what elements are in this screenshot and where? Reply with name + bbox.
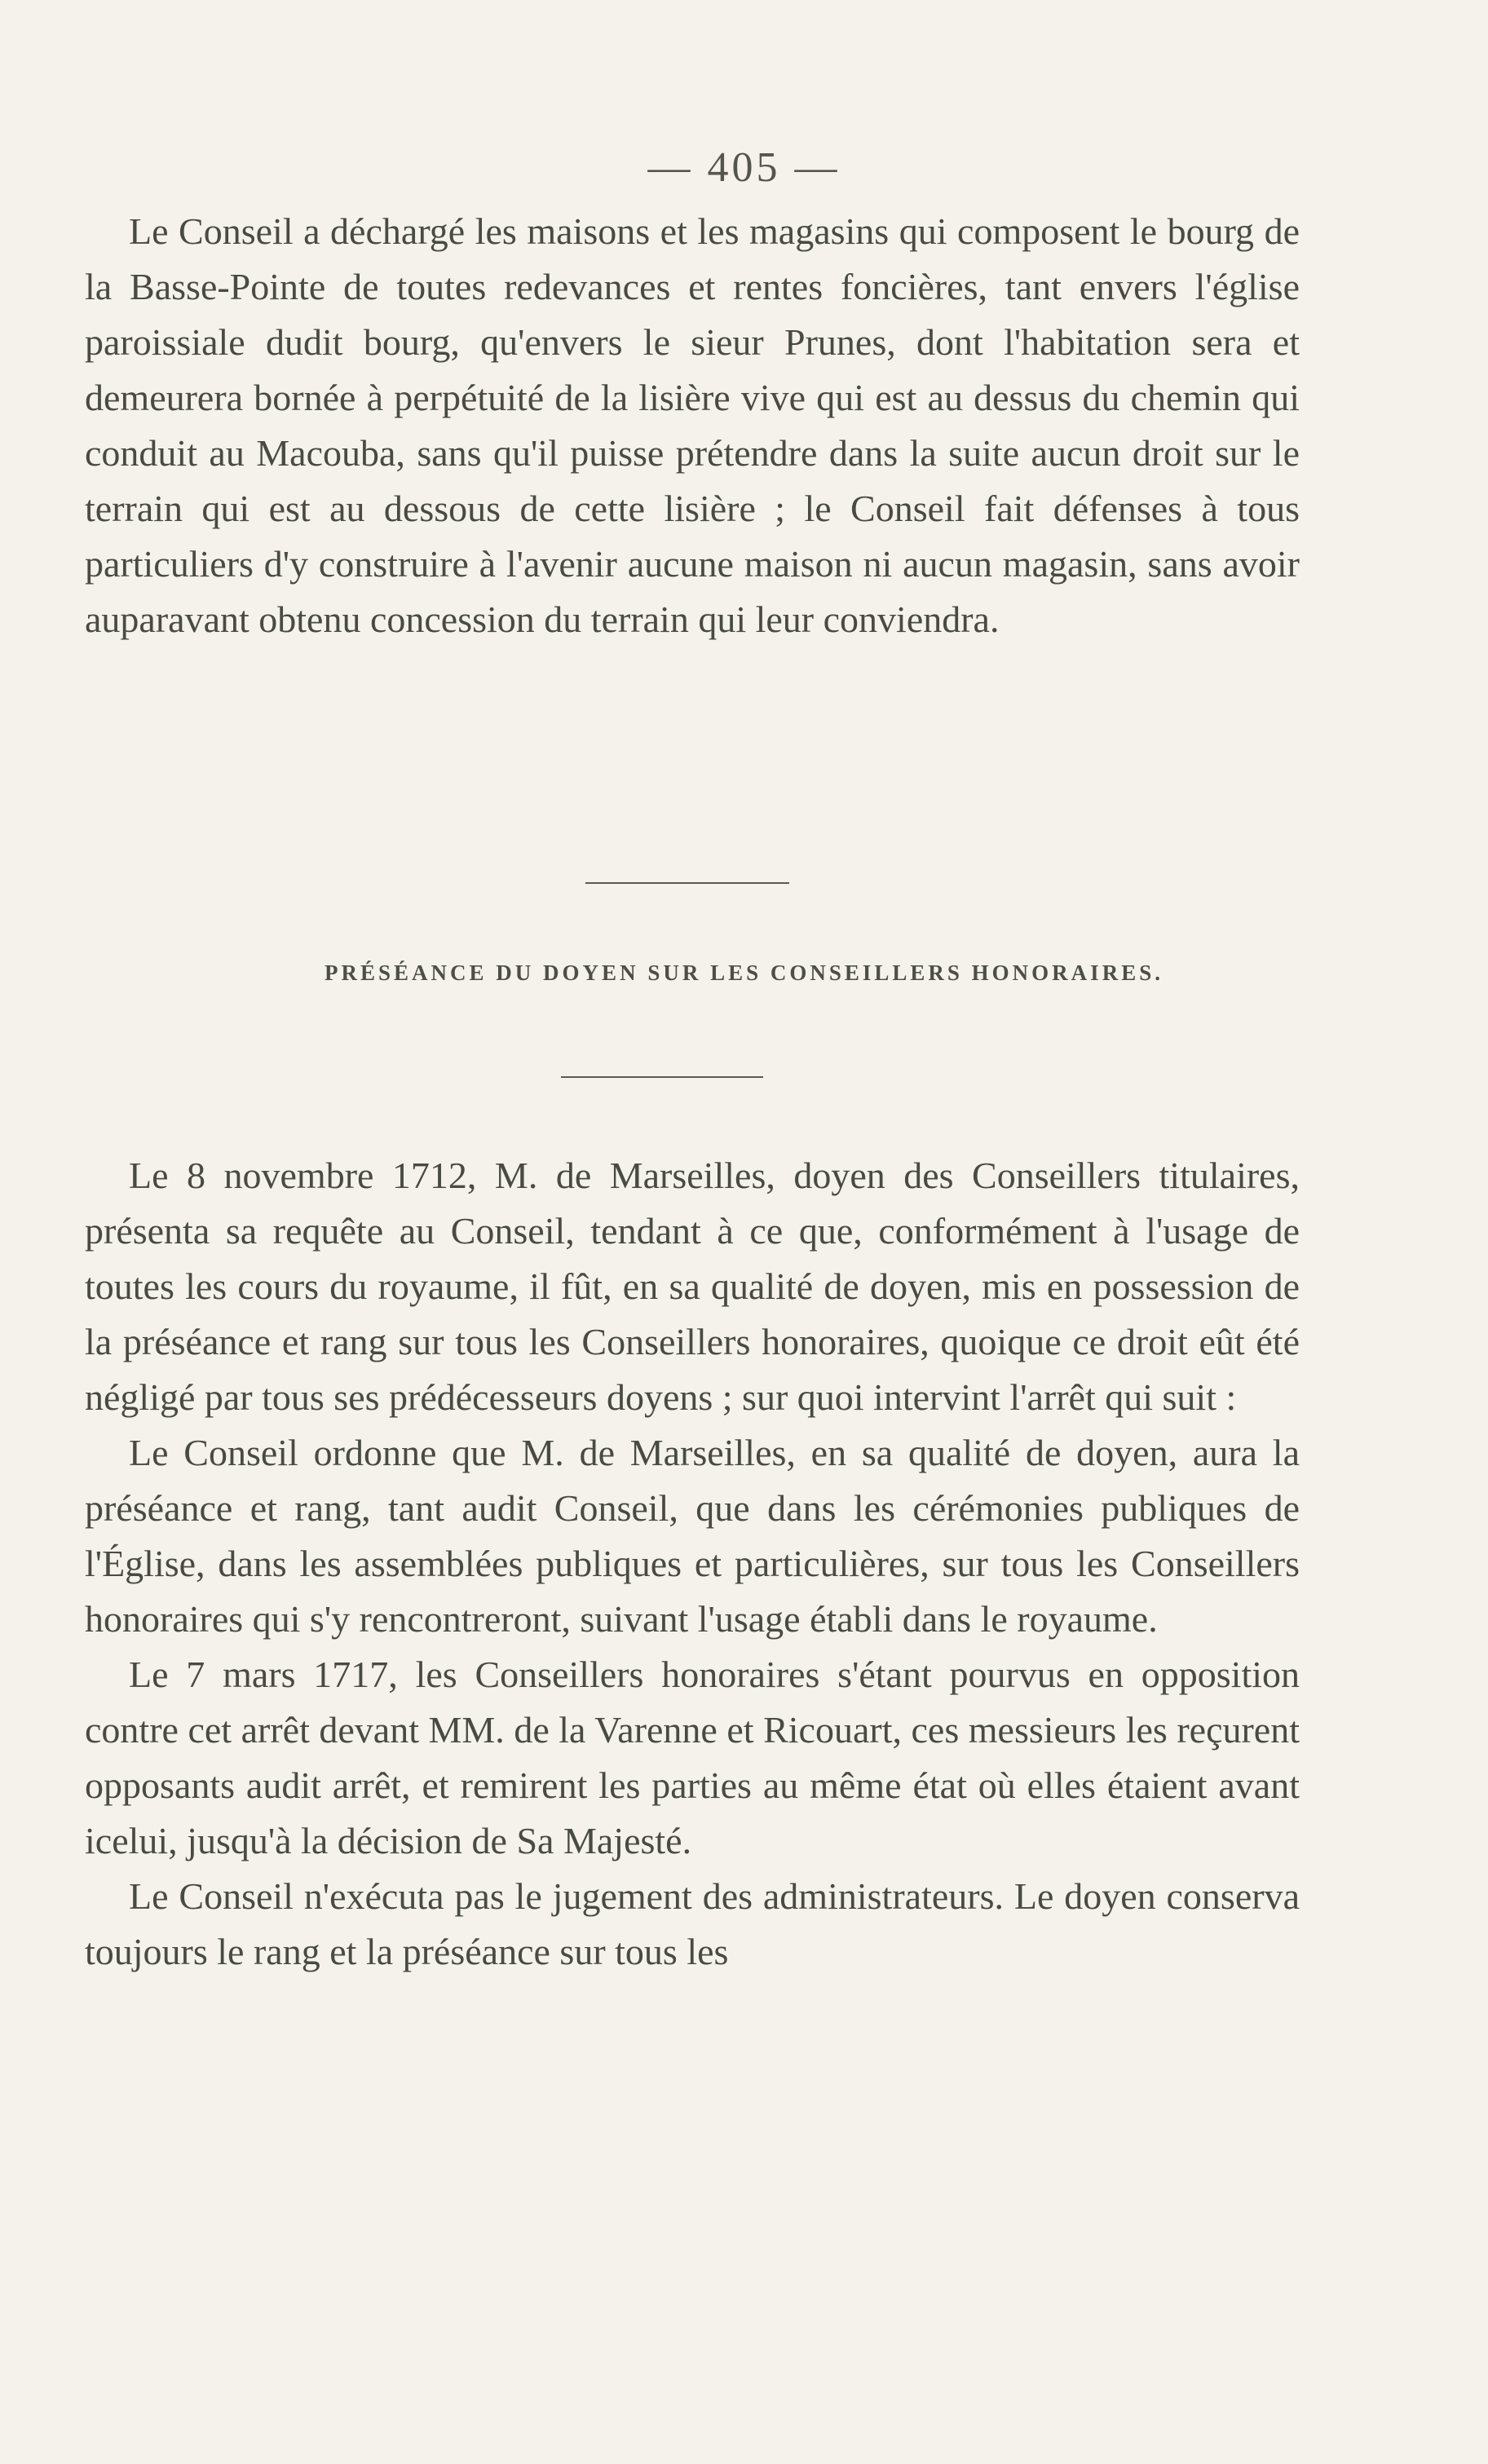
paragraph: Le 7 mars 1717, les Conseillers honoraires s'étant pourvus en opposition contre cet arrêt devant MM. de la Varenne et Ricouart, ces messieurs les reçurent opposants audit arrêt, et remirent les parties au même état où elles étaient avant icelui, jusqu'à la décision de Sa Majesté. <box>85 1654 1300 1861</box>
section-body <box>85 1148 1300 1980</box>
page-number: — 405 — <box>647 144 841 191</box>
divider-rule-top <box>585 882 789 884</box>
divider-rule-bottom <box>561 1076 763 1078</box>
paragraph: Le Conseil a déchargé les maisons et les magasins qui composent le bourg de la Basse-Pointe de toutes redevances et rentes foncières, tant envers l'église paroissiale dudit bourg, qu'envers le sieur Prunes, dont l'habitation sera et demeurera bornée à perpétuité de la lisière vive qui est au dessus du chemin qui conduit au Macouba, sans qu'il puisse prétendre dans la suite aucun droit sur le terrain qui est au dessous de cette lisière ; le Conseil fait défenses à tous particuliers d'y construire à l'avenir aucune maison ni aucun magasin, sans avoir auparavant obtenu concession du terrain qui leur conviendra. <box>85 210 1300 640</box>
section-heading: PRÉSÉANCE DU DOYEN SUR LES CONSEILLERS HONORAIRES. <box>325 960 1163 985</box>
paragraph: Le 8 novembre 1712, M. de Marseilles, doyen des Conseillers titulaires, présenta sa requête au Conseil, tendant à ce que, conformément à l'usage de toutes les cours du royaume, il fût, en sa qualité de doyen, mis en possession de la préséance et rang sur tous les Conseillers honoraires, quoique ce droit eût été négligé par tous ses prédécesseurs doyens ; sur quoi intervint l'arrêt qui suit : <box>85 1155 1300 1418</box>
paragraph: Le Conseil ordonne que M. de Marseilles, en sa qualité de doyen, aura la préséance et rang, tant audit Conseil, que dans les cérémonies publiques de l'Église, dans les assemblées publiques et particulières, sur tous les Conseillers honoraires qui s'y rencontreront, suivant l'usage établi dans le royaume. <box>85 1432 1300 1640</box>
opening-text <box>85 204 1300 647</box>
paragraph: Le Conseil n'exécuta pas le jugement des administrateurs. Le doyen conserva toujours le rang et la préséance sur tous les <box>85 1875 1300 1972</box>
